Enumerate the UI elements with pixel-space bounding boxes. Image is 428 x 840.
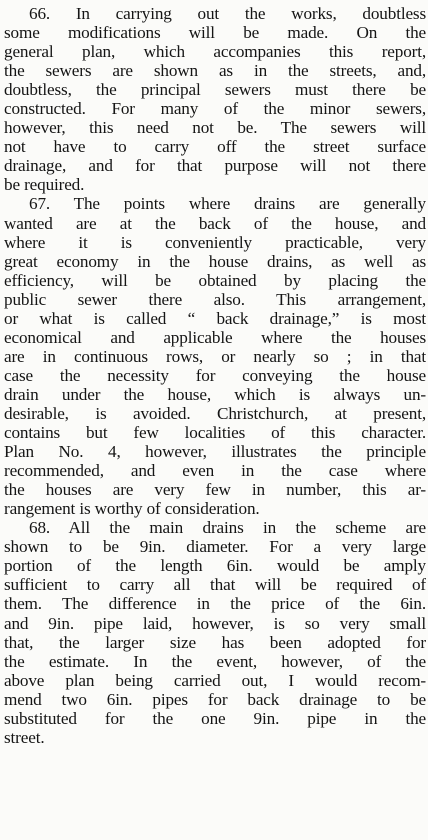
text-line: them. The difference in the price of the 6in. bbox=[4, 594, 426, 614]
text-line: public sewer there also. This arrangement, bbox=[4, 289, 426, 309]
text-line: and 9in. pipe laid, however, is so very small bbox=[4, 613, 426, 633]
text-line: the houses are very few in number, this ar- bbox=[4, 480, 426, 500]
text-line: general plan, which accompanies this report, bbox=[4, 42, 426, 62]
text-line: where it is conveniently practicable, very bbox=[4, 232, 426, 252]
text-line: great economy in the house drains, as well as bbox=[4, 251, 426, 271]
text-line: case the necessity for conveying the house bbox=[4, 365, 426, 385]
text-line: substituted for the one 9in. pipe in the bbox=[4, 708, 426, 728]
paragraph-66 bbox=[4, 4, 426, 194]
text-line: drain under the house, which is always un- bbox=[4, 384, 426, 404]
text-line: 68. All the main drains in the scheme are bbox=[29, 518, 426, 538]
text-line: the estimate. In the event, however, of the bbox=[4, 651, 426, 671]
text-line: 67. The points where drains are generally bbox=[29, 194, 426, 214]
text-line: or what is called “ back drainage,” is most bbox=[4, 308, 426, 328]
text-line: economical and applicable where the houses bbox=[4, 327, 426, 347]
text-line: Plan No. 4, however, illustrates the principle bbox=[4, 442, 426, 462]
text-line: drainage, and for that purpose will not there bbox=[4, 156, 426, 176]
text-line: sufficient to carry all that will be required of bbox=[4, 575, 426, 595]
text-line: above plan being carried out, I would recom- bbox=[4, 670, 426, 690]
text-line: doubtless, the principal sewers must there be bbox=[4, 80, 426, 100]
text-line: however, this need not be. The sewers will bbox=[4, 118, 426, 138]
paragraph-67 bbox=[4, 194, 426, 518]
text-line: desirable, is avoided. Christchurch, at present, bbox=[4, 403, 426, 423]
text-line: recommended, and even in the case where bbox=[4, 461, 426, 481]
text-line: constructed. For many of the minor sewers, bbox=[4, 99, 426, 119]
text-line: 66. In carrying out the works, doubtless bbox=[29, 4, 426, 23]
text-line: wanted are at the back of the house, and bbox=[4, 213, 426, 233]
text-line: contains but few localities of this character. bbox=[4, 423, 426, 443]
text-line: that, the larger size has been adopted for bbox=[4, 632, 426, 652]
text-line: rangement is worthy of consideration. bbox=[4, 499, 260, 519]
text-line: some modifications will be made. On the bbox=[4, 23, 426, 43]
paragraph-68 bbox=[4, 518, 426, 747]
text-line: mend two 6in. pipes for back drainage to be bbox=[4, 689, 426, 709]
text-line: the sewers are shown as in the streets, and, bbox=[4, 61, 426, 81]
text-line: not have to carry off the street surface bbox=[4, 137, 426, 157]
text-line: efficiency, will be obtained by placing the bbox=[4, 270, 426, 290]
text-line: shown to be 9in. diameter. For a very large bbox=[4, 537, 426, 557]
text-line: portion of the length 6in. would be amply bbox=[4, 556, 426, 576]
text-line: street. bbox=[4, 727, 45, 747]
text-line: be required. bbox=[4, 175, 85, 195]
text-line: are in continuous rows, or nearly so ; in that bbox=[4, 346, 426, 366]
